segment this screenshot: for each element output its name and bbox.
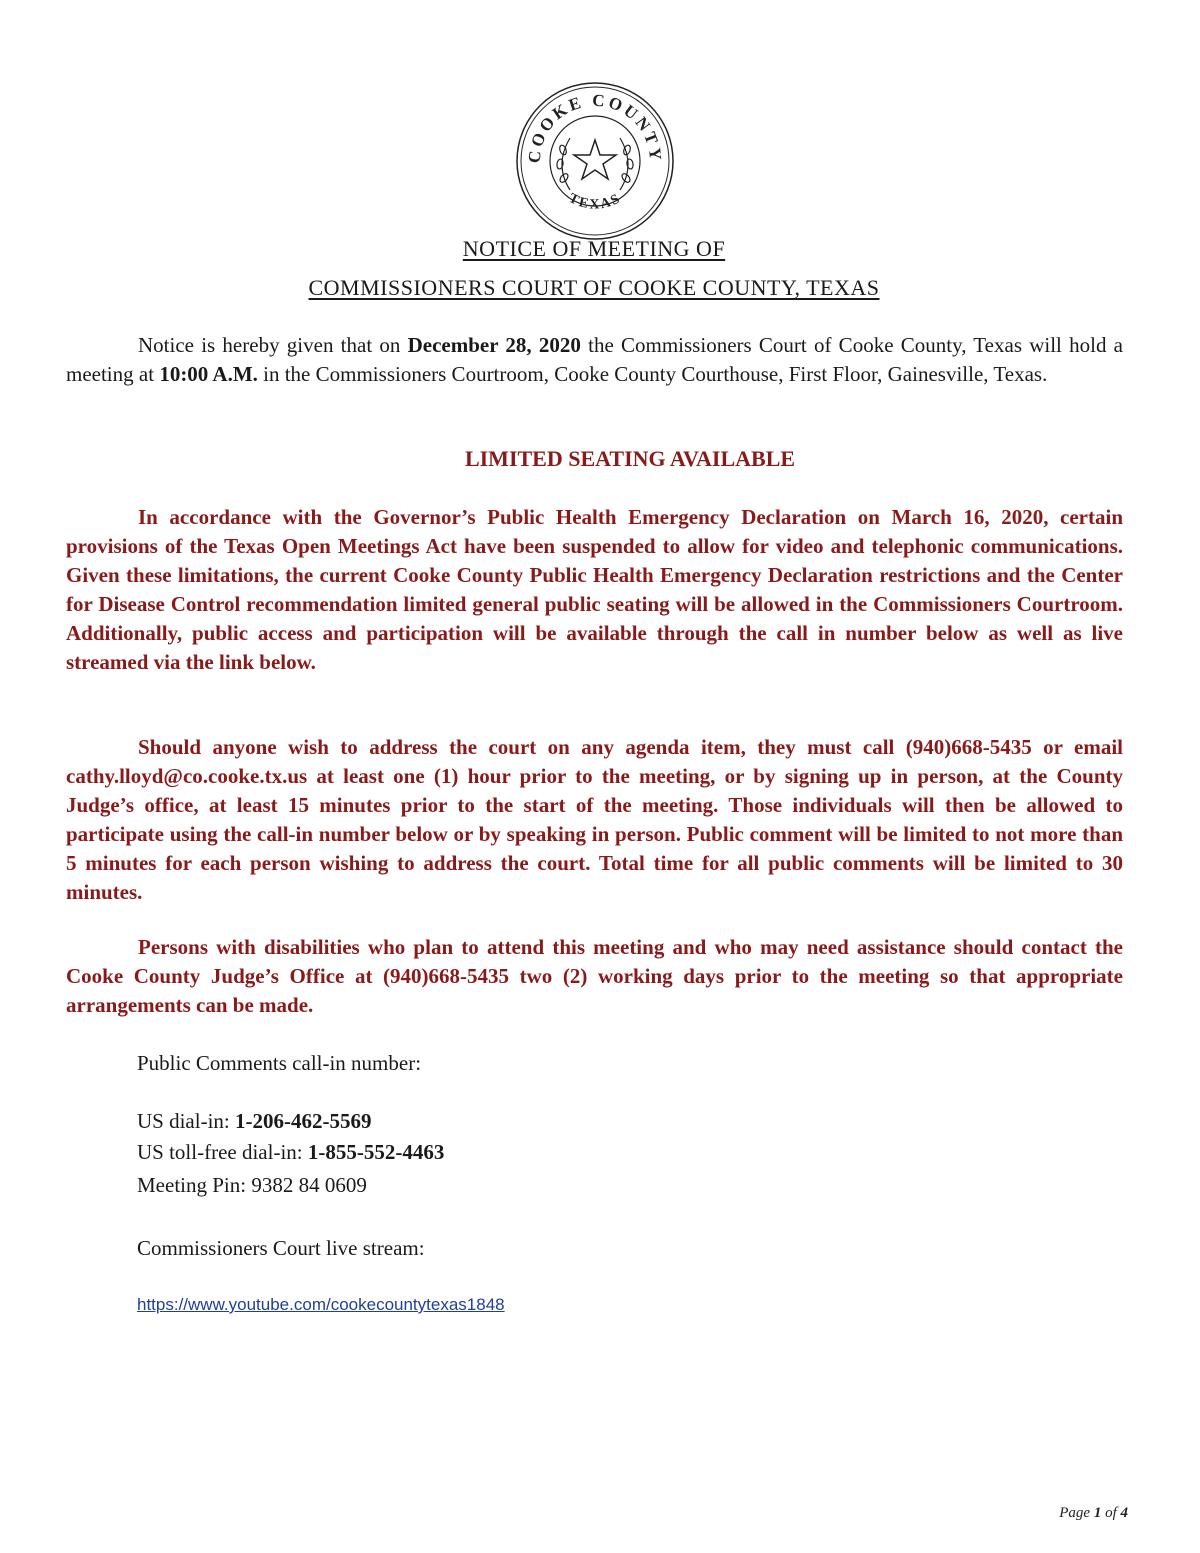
- intro-paragraph: Notice is hereby given that on December 28, 2020 the Commissioners Court of Cooke County, Texas will hold a meeting at 10:00 A.M. in the Commissioners Courtroom, Cooke County Courthouse, First Floor, Gainesville, Texas.: [66, 333, 1123, 386]
- wreath-icon: [556, 138, 634, 190]
- limited-seating-heading: LIMITED SEATING AVAILABLE: [464, 446, 796, 471]
- court-title: COMMISSIONERS COURT OF COOKE COUNTY, TEXAS: [308, 275, 880, 300]
- live-stream-label: Commissioners Court live stream:: [137, 1236, 425, 1260]
- toll-free-dial-in: US toll-free dial-in: 1-855-552-4463: [137, 1140, 445, 1164]
- seal-top-text: COOKE COUNTY: [524, 90, 666, 164]
- seal-bottom-text: TEXAS: [566, 190, 624, 213]
- emergency-paragraph: In accordance with the Governor’s Public Health Emergency Declaration on March 16, 2020, certain provisions of the Texas Open Meetings Act have been suspended to allow for video and telephonic communications. Given these limitations, the current Cooke County Public Health Emergency Declaration restrictions and the Center for Disease Control recommendation limited general public seating will be allowed in the Commissioners Courtroom. Additionally, public access and participation will be available through the call in number below as well as live streamed via the link below.: [66, 505, 1123, 674]
- call-in-label: Public Comments call-in number:: [137, 1051, 422, 1075]
- star-icon: [574, 140, 616, 179]
- address-court-paragraph: Should anyone wish to address the court on any agenda item, they must call (940)668-5435 or email cathy.lloyd@co.cooke.tx.us at least one (1) hour prior to the meeting, or by signing up in person, at the County Judge’s office, at least 15 minutes prior to the start of the meeting. Those individuals will then be allowed to participate using the call-in number below or by speaking in person. Public comment will be limited to not more than 5 minutes for each person wishing to address the court. Total time for all public comments will be limited to 30 minutes.: [66, 735, 1123, 904]
- county-seal: [514, 80, 676, 242]
- page-number: Page 1 of 4: [1059, 1505, 1128, 1521]
- meeting-pin: Meeting Pin: 9382 84 0609: [137, 1173, 367, 1197]
- meeting-date: December 28, 2020: [407, 333, 581, 357]
- live-stream-link[interactable]: https://www.youtube.com/cookecountytexas1848: [137, 1295, 505, 1314]
- notice-title: NOTICE OF MEETING OF: [462, 236, 726, 261]
- disabilities-paragraph: Persons with disabilities who plan to attend this meeting and who may need assistance should contact the Cooke County Judge’s Office at (940)668-5435 two (2) working days prior to the meeting so that appropriate arrangements can be made.: [66, 935, 1123, 1017]
- meeting-time: 10:00 A.M.: [159, 362, 258, 386]
- us-dial-in: US dial-in: 1-206-462-5569: [137, 1109, 372, 1133]
